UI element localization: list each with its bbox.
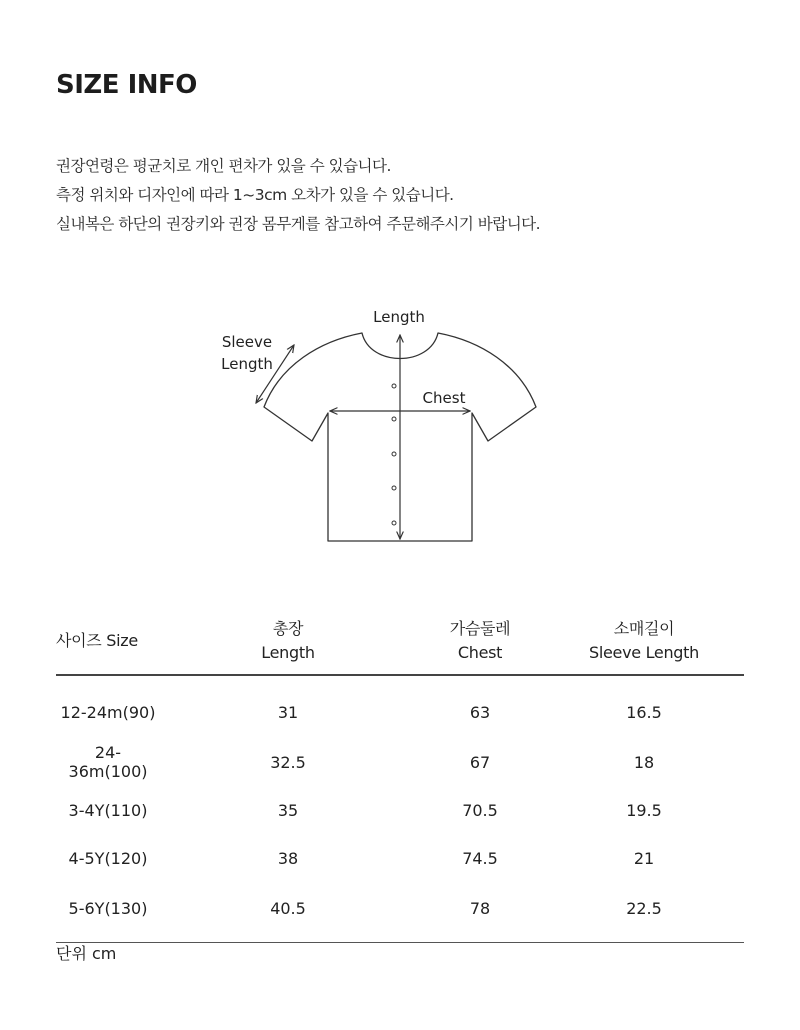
table-row [56, 786, 744, 834]
table-row [56, 738, 744, 786]
button-dot [392, 384, 396, 388]
length-label: Length [373, 308, 425, 326]
cell-chest: 67 [469, 752, 491, 772]
sleeve-length-arrow [256, 345, 294, 403]
cell-size: 24-36m(100) [68, 743, 148, 781]
size-table [56, 608, 744, 943]
cell-sleeve: 19.5 [626, 800, 662, 820]
button-dot [392, 417, 396, 421]
cell-chest: 63 [469, 702, 491, 722]
cell-size: 3-4Y(110) [68, 800, 148, 820]
cell-length: 31 [277, 702, 299, 722]
cell-chest: 74.5 [462, 848, 498, 868]
tshirt-measurement-diagram [200, 295, 600, 565]
cell-sleeve: 18 [633, 752, 655, 772]
cell-sleeve: 22.5 [544, 882, 744, 943]
header-sleeve-length: 소매길이 Sleeve Length [544, 608, 744, 675]
table-row [56, 834, 744, 882]
cell-chest: 70.5 [462, 800, 498, 820]
header-chest: 가슴둘레 Chest [416, 608, 544, 675]
header-size: 사이즈 Size [56, 608, 160, 675]
button-dot [392, 521, 396, 525]
header-length: 총장 Length [160, 608, 416, 675]
cell-sleeve: 21 [633, 848, 655, 868]
table-row [56, 882, 744, 943]
note-line: 권장연령은 평균치로 개인 편차가 있을 수 있습니다. [56, 157, 391, 175]
cell-sleeve: 16.5 [626, 702, 662, 722]
cell-chest: 78 [416, 882, 544, 943]
cell-size: 12-24m(90) [60, 702, 156, 722]
chest-label: Chest [422, 389, 466, 407]
button-dot [392, 486, 396, 490]
cell-length: 35 [277, 800, 299, 820]
sleeve-label-line1: Sleeve [221, 333, 273, 351]
note-line: 측정 위치와 디자인에 따라 1~3cm 오차가 있을 수 있습니다. [56, 186, 454, 204]
button-dot [392, 452, 396, 456]
cell-length: 38 [277, 848, 299, 868]
size-notes [56, 152, 540, 239]
cell-length: 40.5 [160, 882, 416, 943]
unit-note: 단위 cm [56, 944, 117, 963]
sleeve-label-line2: Length [221, 355, 273, 373]
table-header-row [56, 608, 744, 675]
cell-size: 5-6Y(130) [56, 882, 160, 943]
tshirt-illustration [200, 295, 600, 565]
note-line: 실내복은 하단의 권장키와 권장 몸무게를 참고하여 주문해주시기 바랍니다. [56, 215, 541, 233]
table-row [56, 675, 744, 738]
cell-length: 32.5 [270, 752, 306, 772]
cell-size: 4-5Y(120) [68, 848, 148, 868]
page-title: SIZE INFO [56, 70, 197, 100]
